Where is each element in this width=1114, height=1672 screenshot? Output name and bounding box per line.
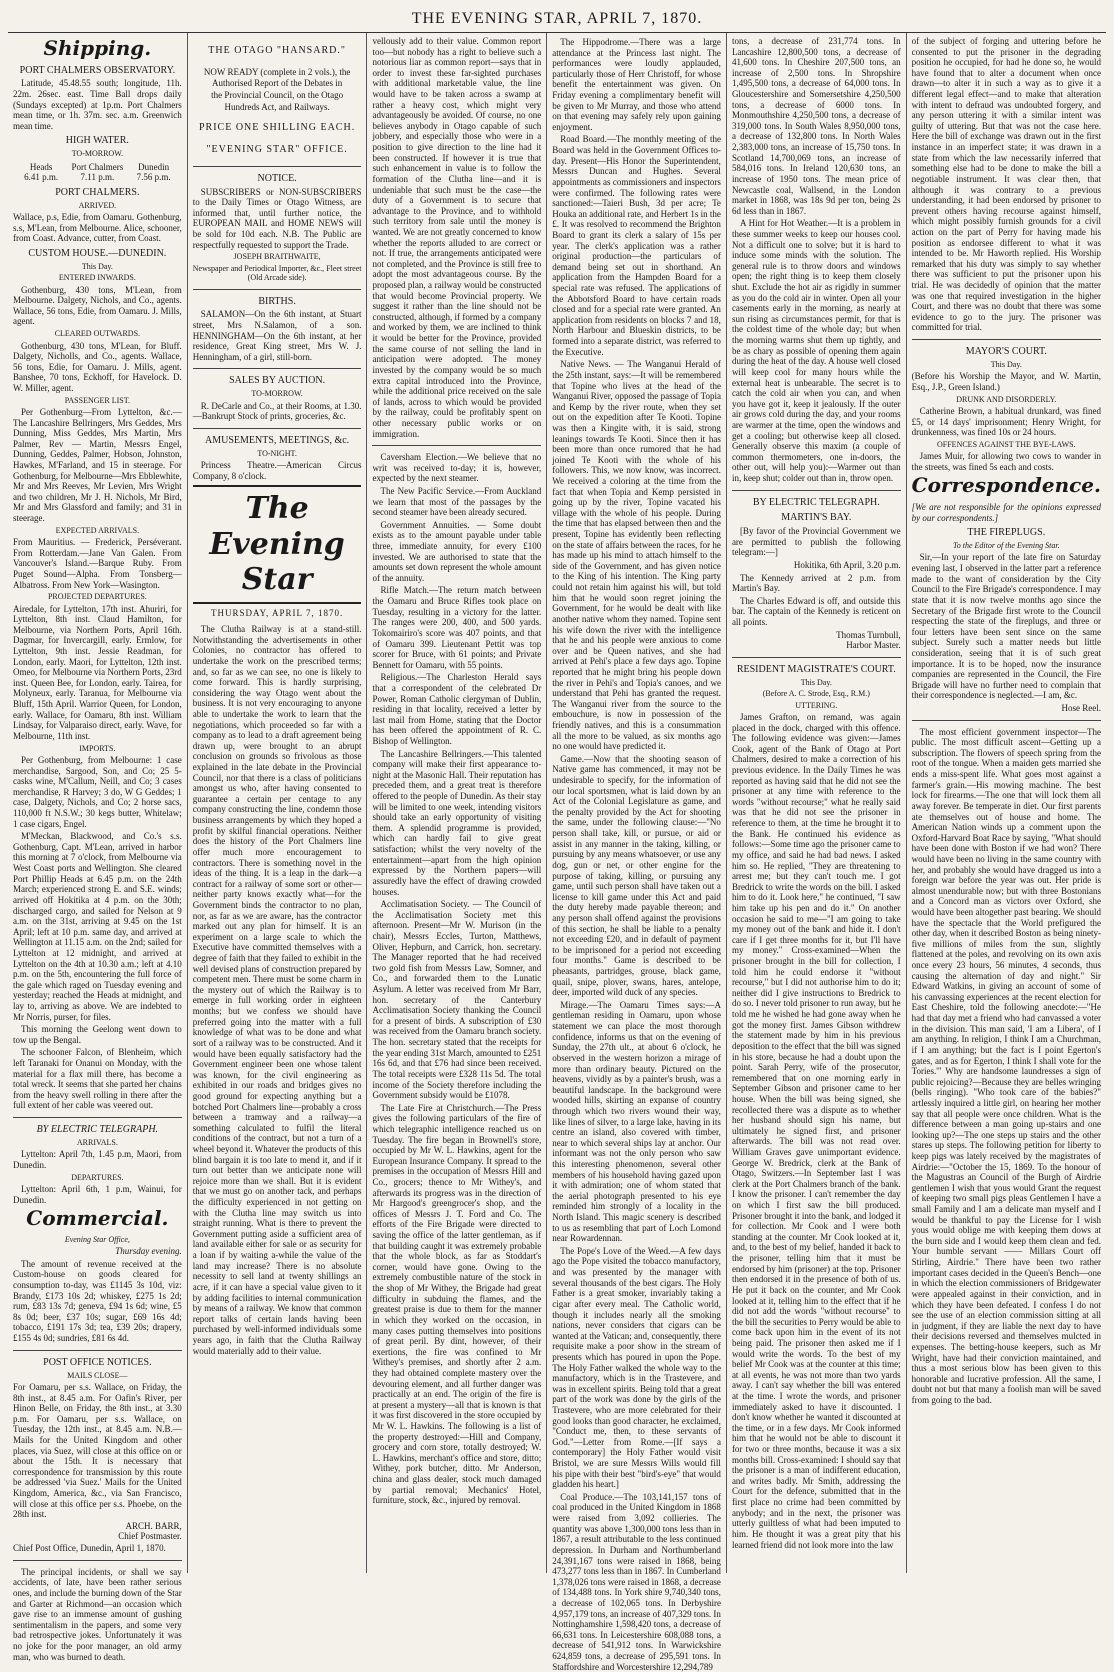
entered-text: Gothenburg, 430 tons, M'Lean, from Melbourne. Dalgety, Nichols, and Co., agents. Wallace, 56 tons, Edie, from Oamaru. J. Mills, agent.	[13, 284, 182, 327]
harbor-master: Harbor Master.	[846, 640, 901, 651]
to-editor: To the Editor of the Evening Star.	[953, 541, 1060, 551]
rm-court-continued: of the subject of forging and uttering before he consented to put the prisoner in the degrading position he occupied, for had he done so, he would have found that to alter a document when once drawn—to alter it in such a way as to give it a different legal effect—and to make that alteration with intent to defraud was undoubted forgery, and any person uttering it with a similar intent was guilty of uttering. But that was not the case here. Here the bill of exchange was drawn out in the first instance in an imperfect state; it was drawn in a state from which the law necessarily inferred that something else had to be done to make the bill a negotiable instrument. It was clear then, that although it was contrary to a previous understanding, it had been endorsed by prisoner to prevent others having recourse against himself, which might possibly furnish grounds for a civil action on the part of Perry for having made his position as endorsee different to what it was intended to be. Mr Haworth replied. His Worship remarked that his duty was simply to say whether there was sufficient to put the prisoner upon his trial. He was decidedly of opinion that the matter was one that required investigation in the higher Court, and there was no doubt that there was some evidence to go to the jury. The prisoner was committed for trial.	[911, 36, 1101, 333]
religious-item: Religious.—The Charleston Herald says that a correspondent of the celebrated Dr Power, Roman Catholic clergyman of Dublin, residing in that locality, received a letter by last mail from Home, stating that the Doctor has been offered the appointment of R. C. Bishop of Wellington.	[372, 672, 542, 746]
column-4	[547, 33, 727, 1672]
e-arrivals-heading: ARRIVALS.	[76, 1137, 118, 1147]
commercial-heading: Commercial.	[26, 1206, 169, 1231]
letter-signature: Hose Reel.	[1061, 703, 1101, 714]
divider	[193, 166, 362, 167]
mayors-court-before: (Before his Worship the Mayor, and W. Martin, Esq., J.P., Green Island.)	[911, 371, 1101, 392]
shipping-heading: Shipping.	[43, 36, 152, 60]
drunk-heading: DRUNK AND DISORDERLY.	[956, 394, 1057, 404]
mirage-item: Mirage.—The Oamaru Times says:—A gentleman residing in Oamaru, upon whose statement we can place the most thorough confidence, informs us that on the evening of Sunday, the 27th ult., at about 6 o'clock, he observed in the western horizon a mirage of more than ordinary beauty. Pictured on the heavens, vividly as by a painter's brush, was a beautiful landscape. In the background were wooded hills, skirting an expanse of country through which two rivers wound their way, like lines of silver, to a large lake, having in its centre an island, also covered with timber, near to which several ships lay at anchor. Our informant was not the only person who saw this interesting phenomenon, several other members of his household having gazed upon it with admiration; one of whom stated that the aerial photograph presented to his eye reminded him strongly of a locality in the North Island. This magic scenery is described to us as resembling that part of Loch Lomond near Rowardennan.	[552, 999, 721, 1244]
postmaster-name: ARCH. BARR,	[125, 1520, 182, 1531]
column-1	[8, 33, 188, 1662]
byelaws-text: James Muir, for allowing two cows to wander in the streets, was fined 5s each and costs.	[911, 451, 1101, 472]
observatory-text: Latitude, 45.48.55 south; longitude, 11h. 22m. 26sec. east. Time Ball drops daily (Sundays excepted) at 1p.m. Port Chalmers mean time, or 1h. 37m. sec. a.m. Greenwich mean time.	[13, 78, 182, 131]
rm-court-before: (Before A. C. Strode, Esq., R.M.)	[762, 689, 870, 699]
births-heading: BIRTHS.	[258, 295, 296, 307]
high-water-tomorrow: TO-MORROW.	[71, 149, 124, 159]
projected-heading: PROJECTED DEPARTURES.	[47, 592, 147, 602]
divider	[732, 490, 901, 491]
divider	[372, 445, 541, 446]
divider	[193, 428, 362, 429]
turnbull-name: Thomas Turnbull,	[836, 629, 901, 640]
issue-date: THURSDAY, APRIL 7, 1870.	[211, 607, 344, 618]
hansard-line-3: the Provincial Council, on the Otago	[211, 90, 344, 101]
caversham-item: Caversham Election.—We believe that no writ was received to-day; it is, however, expected by the next steamer.	[372, 452, 542, 484]
divider	[13, 1350, 182, 1351]
rm-court-day: This Day.	[800, 677, 832, 687]
gothenburg-report: M'Meckan, Blackwood, and Co.'s s.s. Gothenburg, Capt. M'Lean, arrived in harbor this morning at 7 o'clock, from Melbourne via West Coast ports and Wellington. She cleared Port Phillip Heads at 6.45 p.m. on the 24th March; experienced strong E. and S.E. winds; arrived off Hokitika at 4 p.m. on the 30th; discharged cargo, and sailed for Nelson at 9 a.m. on the 31st, arriving at 9.45 on the 1st April; left at 10 p.m. same day, and arrived at Wellington at 11.15 a.m. on the 2nd; sailed for Lyttelton at 12 midnight, and arrived at Lyttelton on the 4th at 10.30 a.m.; left at 4.10 p.m. on the 5th, encountering the full force of the gale which raged on Tuesday evening and yesterday; reached the Heads at midnight, and lay to, arriving as above. We are indebted to Mr Norris, purser, for files.	[13, 831, 182, 1022]
e-departures-text: Lyttelton: April 6th, 1 p.m, Wainui, for Dunedin.	[13, 1183, 182, 1205]
projected-text: Airedale, for Lyttelton, 17th inst. Ahuriri, for Lyttelton, 8th inst. Claud Hamilton, for Melbourne, via Northern Ports, April 16th. Dagmar, for Invercargill, early. Ermlow, for Lyttelton, 9th inst. Jessie Readman, for London, early. Maori, for Lyttelton, 12th inst. Omeo, for Melbourne via Northern Ports, 23rd inst. Queen Bee, for London, early. Tairea, for Molyneux, early. Taranua, for Melbourne via Bluff, 15th April. Warrior Queen, for London, early. Wallace, for Oamaru, 8th inst. William Lindsay, for Valparaiso direct, early. Wave, for Melbourne, 11th inst.	[13, 603, 182, 741]
expected-heading: EXPECTED ARRIVALS.	[55, 525, 140, 535]
coal-item: Coal Produce.—The 103,141,157 tons of coal produced in the United Kingdom in 1868 were raised from 3,092 collieries. The quantity was above 1,300,000 tons less than in 1867, a result attributable to the less continued depression. In Durham and Northumberland 24,391,167 tons were raised in 1868, being 473,277 tons less than in 1867. In Cumberland 1,378,026 tons were raised in 1868, a decrease of 134,488 tons. In York shire 9,740,340 tons, a decrease of 102,065 tons. In Derbyshire 4,957,179 tons, an increase of 407,329 tons. In Nottinghamshire 1,598,420 tons, a decrease of 66,631 tons. In Leicestershire 608,088 tons, a decrease of 541,912 tons. In Warwickshire 624,859 tons, a decrease of 295,591 tons. In Staffordshire and Worcestershire 12,294,789	[552, 1491, 721, 1672]
falcon-report: The schooner Falcon, of Blenheim, which left Taranaki for Onanui on Monday, with the material for a flax mill there, has become a total wreck. It seems that she parted her chains from the heavy swell rolling in there after the full extent of her cable was veered out.	[13, 1047, 182, 1111]
sales-tomorrow: TO-MORROW.	[251, 389, 303, 399]
electric-heading: BY ELECTRIC TELEGRAPH.	[36, 1124, 159, 1136]
arrived-text: Wallace, p.s, Edie, from Oamaru. Gothenburg, s.s, M'Lean, from Melbourne. Alice, schooner, from Coast. Advance, cutter, from Coast.	[13, 212, 182, 244]
rm-court-text: James Grafton, on remand, was again placed in the dock, charged with this offence. The following evidence was given:—James Cook, agent of the Bank of Otago at Port Chalmers, desired to make a correction of his previous evidence. In the Daily Times he was reported as having said that he did not see the prisoner at any time with reference to the words "without recourse;" what he really said was that he did not see the prisoner in reference to them, at the time he brought it to the Bank. He continued his evidence as follows:—Some time ago the prisoner came to my office, and said he had bad news. I asked him so. He replied, "They are threatening to arrest me; but they can't touch me. I got Bredrick to write the words on the bill. I asked him to do it. Look here," he continued, "I saw him take up his pen and do it." On another occasion he said to me—"I am going to take my money out of the bank and hide it. I don't care if I get three months for it, but I'll have my money." Cross-examined—When the prisoner brought in the bill for collection, I told him he could endorse it "without recourse," but I did not authorise him to do it; neither did I give instructions to Bredrick to do so. I never told prisoner to run away, but he told me he wished he had gone away when he got the money first. James Gibson withdrew the statement made by him in his previous deposition to the effect that the bill was signed in his store, because he had a doubt upon the point. Sarah Perry, wife of the prosecutor, remembered that on one morning early in September Gibson and prisoner came to her house. When the bill was being signed, she recollected there was a dispute as to whether her husband should sign his name, but ultimately he signed first, and prisoner afterwards. The bill was not read over. William Graves gave unimportant evidence. George W. Bredrick, clerk at the Bank of Otago, Switzers.—In September last I was clerk at the Port Chalmers branch of the bank. I know the prisoner. I can't remember the day on which I first saw the bill produced. Prisoner brought it into the bank, and lodged it for collection. Mr Cook and I were both standing at the counter. Mr Cook looked at it, and, to the best of my belief, handed it back to the prisoner, telling him that it must be endorsed by him (prisoner) at the top. Prisoner then endorsed it in the presence of both of us. He put it back on the counter, and Mr Cook looked at it, telling him to the effect that if he did not add the words "without recourse" to the bill the securities to Perry would be able to come back upon him in the event of its not being paid. The prisoner then asked me if I would write the words. To the best of my belief Mr Cook was at the counter at this time; at all events, he was not more than two yards away. I can't say whether the bill was entered at the time. I wrote the words, and prisoner immediately asked to have it discounted. I don't know whether he wanted it discounted at the time, or in a few days. Mr Cook informed him that he would not be able to discount it for two or three months, because it was a six months bill. Cross-examined: I should say that the prisoner is a man of indifferent education, and writes badly. Mr Smith, addressing the Court for the defence, submitted that in the first place no crime had been committed by anybody; and in the next, the prisoner was utterly guiltless of what had been imputed to him. He thought it was a great pity that his learned friend did not look more into the law	[731, 712, 901, 1550]
column-3	[367, 33, 547, 1573]
column-6	[907, 33, 1106, 1573]
expected-text: From Mauritius. — Frederick, Perséverant. From Rotterdam.—Jane Van Galen. From Vancouver's Island.—Barque Ruby. From Puget Sound—Alpha. From Tonsberg—Albatross. From New York—Wasington.	[13, 537, 182, 590]
high-water-heading: HIGH WATER.	[65, 135, 129, 147]
hw-port-chalmers: Port Chalmers 7.11 p.m.	[71, 161, 124, 183]
cleared-text: Gothenburg, 430 tons, M'Lean, for Bluff. Dalgety, Nicholls, and Co., agents. Wallace, 56 tons, Edie, for Oamaru. J. Mills, agent. Banshee, 70 tons, Eckhoff, for Havelock. D. W. Miller, agent.	[13, 340, 182, 393]
commercial-text: The amount of revenue received at the Custom-house on goods cleared for consumption to-day, was £1145 3s 10d, viz: Brandy, £173 10s 2d; whiskey, £275 1s 2d; rum, £83 13s 7d; geneva, £94 1s 6d; wine, £5 8s 0d; beer, £37 10s; sugar, £69 16s 4d; tobacco, £191 17s 3d; tea, £39 20s; drapery, £155 4s 0d; sundries, £81 6s 4d.	[13, 1258, 182, 1344]
port-chalmers-heading: PORT CHALMERS.	[55, 186, 140, 198]
hansard-ad	[193, 45, 362, 156]
post-office-heading: POST OFFICE NOTICES.	[43, 1356, 152, 1368]
newspaper-nameplate: The Evening Star	[193, 485, 362, 603]
births-text: SALAMON—On the 6th instant, at Stuart street, Mrs N.Salamon, of a son. HENNINGHAM—On the 6th instant, at her residence, Great King street, Mrs W. J. Henningham, of a girl, still-born.	[192, 309, 362, 362]
masthead: THE EVENING STAR, APRIL 7, 1870.	[8, 6, 1106, 33]
arrived-heading: ARRIVED.	[78, 200, 117, 210]
columns	[8, 33, 1106, 1672]
mayors-court-heading: MAYOR'S COURT.	[965, 346, 1047, 358]
divider	[912, 720, 1101, 721]
annuities-item: Government Annuities. — Some doubt exists as to the amount payable under table three, immediate annuity, for every £100 invested. We are authorised to state that the amounts set down represent the whole amount of the annuity.	[372, 519, 542, 583]
fireplugs-heading: THE FIREPLUGS.	[967, 527, 1046, 539]
postmaster-title: Chief Postmaster.	[118, 1531, 182, 1542]
correspondence-heading: Correspondence.	[911, 473, 1101, 498]
pope-item: The Pope's Love of the Weed.—A few days ago the Pope visited the tobacco manufactory, and was presented by the manager with several thousands of the best cigars. The Holy Father is a great smoker, invariably taking a cigar after every meal. The Catholic world, though it includes nearly all the smoking nations, never considers that cigars can be wanted at the Vatican; and, consequently, there requisite make a poor show in the stream of presents which has poured in upon the Pope. The Holy Father walked the whole way to the manufactory, which is in the Trastevere, and was in excellent spirits. Being told that a great part of the work was done by the girls of the Trastevere, who are more celebrated for their good looks than good character, he exclaimed, "Conduct me, then, to these servants of God."—Letter from Rome.—[If says a contemporary] the Holy Father would visit Bristol, we are sure Messrs Wills would fill his pipe with their best "bird's-eye" that would gladden his heart.]	[552, 1245, 721, 1490]
rm-court-heading: RESIDENT MAGISTRATE'S COURT.	[736, 663, 896, 675]
coal-continued: tons, a decrease of 231,774 tons. In Lancashire 12,800,500 tons, a decrease of 41,600 tons. In Cheshire 207,500 tons, an increase of 2,500 tons. In Shropshire 1,495,500 tons, a decrease of 64,000 tons. In Gloucestershire and Somersetshire 4,250,500 tons, a decrease of 6000 tons. In Monmouthshire 4,250,500 tons, a decrease of 319,000 tons. In South Wales 8,950,000 tons, a decrease of 132,800 tons. In North Wales 2,383,000 tons, an increase of 15,750 tons. In Scotland 14,700,069 tons, an increase of 584,016 tons. In Ireland 120,630 tons, an increase of 1950 tons. The mean price of Newcastle coal, Wallsend, in the London market in 1868, was 18s 9d per ton, being 2s 6d less than in 1867.	[731, 36, 901, 216]
commercial-office: Evening Star Office,	[64, 1234, 130, 1244]
byelaws-heading: OFFENCES AGAINST THE BYE-LAWS.	[937, 439, 1076, 449]
mails-close: MAILS CLOSE—	[67, 1370, 128, 1380]
divider	[193, 289, 362, 290]
passenger-heading: PASSENGER LIST.	[64, 395, 131, 405]
pacific-item: The New Pacific Service.—From Auckland we learn that most of the passages by the second steamer have been already secured.	[372, 485, 542, 518]
imports-heading: IMPORTS.	[79, 743, 116, 753]
customs-heading: CUSTOM HOUSE.—DUNEDIN.	[28, 247, 167, 259]
braithwaite-sub: Newspaper and Periodical Importer, &c., Fleet street (Old Arcade side).	[192, 263, 362, 283]
uttering-heading: UTTERING.	[795, 700, 838, 710]
native-news-item: Native News. — The Wanganui Herald of the 25th instant, says:—It will be remembered that Topine who lives at the head of the Wanganui River, opposed the passage of Topia and Kemp by the river route, when they set out on the expedition after Te Kooti. Topine was then a Kingite with, it is said, strong leanings towards Te Kooti. Since then it has been more than once rumored that he had joined Te Kooti with the whole of his followers. This, we now know, was incorrect. We received a coloring at the time from the fact that when Topia and Kemp persisted in going up by the river, Topine vacated his village with the whole of his people. During the time that has elapsed between then and the present, Topine has evidently been reflecting on the state of affairs between the races, for he has made up his mind to attach himself to the side of the Government, and has given notice to the King of his intention. The King party could not retain him against his will, but told him that he would soon regret joining the Government, for he would be dealt with like another native whom they named. Topine sent his wife down the river with the intelligence that he and his people were anxious to come over and be Queen natives, and she had arrived at Pehi's place a few days ago. Topine reported that he might bring his people down the river in Pehi's and Topia's canoes, and we understand that Pehi has granted the request. The Wanganui river from the source to the embouchure, is now in possession of the friendly natives, and this is a consummation all the more to be valued, as six months ago no one would have predicted it.	[552, 359, 721, 752]
observatory-heading: PORT CHALMERS OBSERVATORY.	[19, 64, 176, 76]
leader-article: The Clutha Railway is at a stand-still. Notwithstanding the advertisements in other Colonies, no contractor has offered to undertake the work on the prescribed terms; and, so far as we can see, no one is likely to come forward. This is hardly surprising, considering the way Otago went about the business. It is not very encouraging to anyone able to undertake the work to learn that the negotiations, which proceeded so far with a company as to lead to a draft agreement being drawn up, were brought to an abrupt conclusion on grounds so frivolous as those explained in the late debate in the Provincial Council, nor that there is a class of politicians amongst us who, after having consented to guarantee a certain per centage to any company constructing the line, condemn those business arrangements by which they hoped a profit by skilful financial operations. Neither does the history of the Port Chalmers line offer much more encouragement to contractors. There is something novel in the ideas of the thing. It is a leap in the dark—a contract for a railway of some sort or other—neither party knows exactly what—for the Government binds the contractor to no plan, nor, as far as we are aware, has the contractor marked out any plan for himself. It is an experiment on a large scale to which the Executive have committed themselves with a degree of faith that they failed to exhibit in the well devised plans of construction prepared by competent men. There must be some charm in the mystery out of which the Railway is to emerge in full working order in eighteen months; but we confess we should have preferred going into the matter with a full knowledge of what was to be done and what sort of a railway was to be constructed. And it would have been equally satisfactory had the Government engineer been one whose talent was known, for the civil engineering as exhibited in our roads and bridges gives no good ground for expecting anything but a botched Port Chalmers line—probably a cross between a tramway and a railway—a something calculated to fulfil the literal conditions of the contract, but not a turn of a wheel beyond it. Whatever the products of this blind bargain it is too late to mend it, and if it turn out better than we anticipate none will rejoice more than we shall. But it is evident that we must go on another tack, and perhaps the difficulty experienced in not getting on with the Clutha line may switch us into straight running. What is there to prevent the Government putting aside a sufficient area of land available either for sale or as security for a loan if by waiting a-while the value of the land may increase? There is no absolute necessity to sell land at twenty shillings an acre, if it can have a special value given to it by adding facilities to internal communication by means of a railway. We know that common report talks of certain lands having been purchased by well-informed individuals some years ago, in faith that the Clutha Railway would materially add to their value.	[192, 624, 362, 1356]
miscellany-text: The most efficient government inspector—The public. The most difficult ascent—Getting up a subscription. The flowers of speech spring from the root of the tongue. When a maiden gets married she ends a miss-spent life. What goes most against a farmer's grain.—His mowing machine. The best lock for firearms.—The one that will lock them all away forever. Be temperate in diet. Our first parents ate themselves out of house and home. The American Nation winds up a comment upon the Oxford-Harvard Boat Race by saying, "What should have been done with Boston if we had won? There would have been no living in the same country with her, and probably she would have dragged us into a foreign war before the year was out. Her pride is almost unendurable now; but with three Bostonians and a Concord man as victors over Oxford, she would have been altogether past bearing. We should have the spectacle that the World prefigured the other day, when it described Boston as being ninety-five millions of miles from the sun, slightly flattened at the poles, and revolving on its own axis once every 23 hours, 56 minutes, 4 seconds, thus causing the alternation of day and night." Sir Edward Watkins, in giving an account of some of his canvassing experiences at the recent election for East Cheshire, told the following anecdote:—"He had that day met a friend who had canvassed a voter in the division. This man said, 'I am a Libera', of I am anything. In religion, I think I am a Churchman, if I am anything; but the fact is I point Egerton's gates, and as for Egerton, I think I shall vote for the Tories.'" Why are handsome laundresses a sign of public rejoicing?—Because they are belles wringing (bells ringing). "Who took care of the babies?" artlessly inquired a little girl, on hearing her mother say that all people were once children. What is the difference between a man going up-stairs and one looking up?—The one steps up stairs and the other stares up steps. The following petition for liberty to keep pigs was lately received by the magistrates of Airdrie:—"October the 15, 1869. To the honour of the Magustras an Council of the Burgh of Airdrie gentlemen I wish that yous would Grant the request of keeping two small pigs pleas Gentlemen I have a small Family and I am a delicate man myself and I would be thankful to pay the License for I wish yous would oblige me with keeping them dows at the burn side and I would keep them clean and fed. Your humble servant —— Millars Court off Stirling, Airdrie." There have been two rather important cases decided in the Queen's Bench—one in which the election commissioners of Bridgewater were appealed against in their conviction, and in which they have been defeated. I confess I do not see the use of an election commission sitting at all in judgment, if they are liable the next day to have their decisions reversed and themselves mulcted in expenses. The betting-house keepers, such as Mr Wright, have had their conviction maintained, and thus a most serious blow has been given to this honorable and lucrative profession. All the same, I doubt not but that many a foolish man will be saved from going to the bad.	[911, 726, 1101, 1406]
fireplugs-letter: Sir,—In your report of the late fire on Saturday evening last, I observed in the latter part a reference made to the want of consideration by the City Council to the Fire Brigade's correspondence. I may state that it is now twelve months ago since the Secretary of the Brigade first wrote to the Council respecting the state of the fireplugs, and three or four letters have been sent since on the same subject. Surely such a matter needs but little consideration, seeing that it is of such great importance. It is to be hoped, now the insurance companies are represented in the Council, the Fire Brigade will have no further need to complain that their correspondence is neglected.—I am, &c.	[911, 552, 1101, 701]
hansard-price: PRICE ONE SHILLING EACH.	[198, 122, 356, 134]
hansard-office: "EVENING STAR" OFFICE.	[206, 144, 348, 156]
hippodrome-item: The Hippodrome.—There was a large attendance at the Princess last night. The performances were loudly applauded, particularly those of Herr Christoff, for whose benefit the entertainment was given. On Friday evening a complimentary benefit will be given to Mr Murray, and those who attend on that evening may safely rely upon gaining enjoyment.	[552, 37, 721, 132]
drunk-text: Catherine Brown, a habitual drunkard, was fined £5, or 14 days' imprisonment; Henry Wright, for drunkenness, was fined 10s or 24 hours.	[911, 405, 1101, 438]
entered-heading: ENTERED INWARDS.	[58, 273, 136, 283]
divider	[193, 368, 362, 369]
leader-continued: vellously add to their value. Common report too—but nobody has a right to believe such a notorious liar as common report—says that in order to invest these far-sighted purchases with additional marketable value, the line would have to be taken across a swamp at rather a heavy cost, which might very advantageously be avoided. Of course, no one believes anybody in Otago capable of such jobbery, and especially those who were in a position to give direction to the line had it been constructed. If however it is true that such enhancement in value is to follow the formation of the Clutha line—and it is undeniable that such must be the case—the duty of a Government is to secure that advantage to the Province, and to withhold such territory from sale until the money is wanted. We are not greatly concerned to know whether the reports alluded to are correct or not. If true, the arrangements anticipated were not completed, and the Province is still free to adopt the most advantageous course. By the proposed plan, a railway would be constructed that would become Provincial property. We suggest it rather than the line should not be constructed, although, if formed by a company and worked by them, we are inclined to think it would be better for the Province, provided the same course of not selling the land in anticipation were adopted. The money invested by the company would be so much extra capital introduced into the Province, while the additional price received on the sale of lands, across to which would be provided by the railway, could be profitably spent on other necessary public works or on immigration.	[372, 36, 542, 439]
divider	[732, 657, 901, 658]
rifle-item: Rifle Match.—The return match between the Oamaru and Bruce Rifles took place on Tuesday, resulting in a victory for the latter. The ranges were 200, 400, and 500 yards. Tokomairiro's score was 407 points, and that of Oamaru 399. Lieutenant Pettit was top scorer for Bruce, with 61 points; and Private Bennett for Oamaru, with 55 points.	[372, 585, 542, 670]
amusements-tonight: TO-NIGHT.	[257, 448, 297, 458]
acclimatisation-item: Acclimatisation Society. — The Council of the Acclimatisation Society met this afternoon. Present—Mr W. Murison (in the chair), Messrs Eccles, Turton, Matthews, Oliver, Hepburn, and Carrick, hon. secretary. The Manager reported that he had received two gold fish from Messrs Law, Somner, and Co., and forwarded them to the Lunatic Asylum. A letter was received from Mr Barr, hon. secretary of the Canterbury Acclimatisation Society thanking the Council for a present of birds. A subscription of £30 was received from the Oamaru branch society. The hon. secretary stated that the receipts for the year ending 31st March, amounted to £251 16s 6d, and that £76 had since been received. The total receipts were £328 11s 5d. The total income of the Society therefore including the Government subsidy would be £1078.	[372, 899, 542, 1101]
hansard-title: THE OTAGO "HANSARD."	[208, 45, 346, 56]
hw-dunedin: Dunedin 7.56 p.m.	[136, 161, 171, 183]
chief-post-office: Chief Post Office, Dunedin, April 1, 1870.	[13, 1543, 166, 1554]
commercial-evening: Thursday evening.	[115, 1246, 182, 1257]
correspondence-note: [We are not responsible for the opinions expressed by our correspondents.]	[911, 502, 1101, 523]
notice-text: SUBSCRIBERS or NON-SUBSCRIBERS to the Daily Times or Otago Witness, are informed that, until further notice, the EUROPEAN MAIL and HOME NEWS will be sold for 10d each. N.B. The Public are respectfully requested to support the Trade.	[192, 186, 362, 250]
incidents-text: The principal incidents, or shall we say accidents, of late, have been rather serious ones, and include the burning down of the Star and Garter at Richmond—an occasion which gave rise to an immense amount of gushing sentimentalism in the papers, and some very bad retrospective jokes. Unfortunately it was no joke for the poor manager, an old army man, who was burned to death.	[13, 1566, 182, 1662]
divider	[13, 1117, 182, 1118]
hansard-line-4: Hundreds Act, and Railways.	[224, 101, 330, 112]
hw-heads: Heads 6.41 p.m.	[24, 161, 59, 183]
divider	[912, 339, 1101, 340]
imports-text: Per Gothenburg, from Melbourne: 1 case merchandise, Sargood, Son, and Co; 25 5-casks wine, M'Callum, Neill, and Co; 3 cases merchandise, R Harvey; 3 do, W G Geddes; 1 case, Dalgety, Nichols, and Co; 2 horse sacs, 110,000 ft N.S.W.; 30 kegs butter, Whitelaw; 1 case cigars, Engel.	[13, 754, 182, 829]
hokitika-line: Hokitika, 6th April, 3.20 p.m.	[793, 560, 901, 571]
kennedy-arrived: The Kennedy arrived at 2 p.m. from Martin's Bay.	[731, 572, 901, 594]
cleared-heading: CLEARED OUTWARDS.	[54, 329, 141, 339]
column-2	[188, 33, 368, 1573]
customs-day: This Day.	[81, 261, 113, 271]
hansard-line-2: Authorised Report of the Debates in	[211, 78, 343, 89]
hansard-line-1: NOW READY (complete in 2 vols.), the	[203, 66, 351, 77]
telegraph-heading: BY ELECTRIC TELEGRAPH.	[752, 496, 880, 508]
sales-heading: SALES BY AUCTION.	[229, 375, 326, 387]
fire-item: The Late Fire at Christchurch.—The Press gives the following particulars of the fire of which telegraphic intelligence reached us on Tuesday. The fire began in Brownell's store, occupied by Mr W. L. Hawkins, agent for the European Insurance Company. It spread to the premises in the occupation of Messrs Hill and Co., grocers; thence to Mr Withey's, and afterwards its progress was in the direction of Mr Hargood's greengrocer's shop, and the offices of Messrs J. T. Ford and Co. The efforts of the Fire Brigade were directed to saving the office of the latter gentleman, as if that building caught it was extremely probable that the whole block, as far as Stoddart's corner, would have gone. Owing to the extremely combustible nature of the stock in the shop of Mr Withey, the Brigade had great difficulty in subduing the flames, and the greatest praise is due to them for the manner in which they worked on the occasion, in many cases putting themselves into positions of great peril. By dint, however, of their exertions, the fire was confined to Mr Withey's premises, and shortly after 2 a.m. they had obtained complete mastery over the devouring element, and all further danger was practically at an end. The origin of the fire is at present a mystery—all that is known is that it was first discovered in the store occupied by Mr W. L. Hawkins. The following is a list of the property destroyed:—Hill and Company, grocery and corn store, totally destroyed; W. L. Hawkins, merchant's office and store, ditto; Withey, pork butcher, ditto. Mr Anderson, china and glass dealer, stock much damaged by partial removal; Mechanics' Hotel, furniture, stock, &c., injured by removal.	[372, 1102, 542, 1506]
tug-report: This morning the Geelong went down to tow up the Bengal.	[13, 1024, 182, 1045]
e-arrivals-text: Lyttelton: April 7th, 1.45 p.m, Maori, from Dunedin.	[13, 1149, 182, 1170]
game-item: Game.—Now that the shooting season of Native game has commenced, it may not be undesirable to specify, for the information of our local sportsmen, what is laid down by an Act of the Colonial Legislature as game, and the penalty provided by the Act for shooting the same, under the following clause:—"No person shall take, kill, or pursue, or aid or assist in any manner in the taking, killing, or pursuing by any means whatsoever, or use any dog, gun or net, or other engine for the purpose of taking, killing, or pursuing any game, until such person shall have taken out a license to kill game under this Act and paid the duty hereby made payable thereon; and any person shall offend against the provisions of this section, he shall be liable to a penalty not exceeding £20, and in default of payment to be imprisoned for a period not exceeding four months." Game is described to be pheasants, partridges, grouse, black game, quail, snipe, plover, swans, hares, antelope, deer, imported wild duck of any species.	[552, 753, 721, 998]
amusements-heading: AMUSEMENTS, MEETINGS, &c.	[205, 434, 350, 446]
martins-bay-note: [By favor of the Provincial Government we are permitted to publish the following telegram:—]	[731, 526, 901, 558]
sales-text: R. DeCarle and Co., at their Rooms, at 1.30.—Bankrupt Stock of prints, groceries, &c.	[192, 400, 362, 422]
high-water-table	[13, 162, 182, 183]
e-departures-heading: DEPARTURES.	[71, 1172, 124, 1182]
road-board-item: Road Board.—The monthly meeting of the Board was held in the Government Offices to-day. Present—His Honor the Superintendent, Messrs Duncan and Hughes. Several appointments as commissioners and inspectors were confirmed. The following rates were sanctioned:—Taieri Bush, 3d per acre; Te Houka an additional rate, and Herbert 1s in the £. It was resolved to recommend the Brighton Board to grant its clerk a salary of 15s per year. The clerk's application was a rather original production—the particulars of demand being set out in shorthand. An application from the Hampden Board for a special rate was refused. The applications of the Abbotsford Board to have certain roads closed and for a special rate were granted. An application from residents on blocks 7 and 18, North Harbour and Blueskin districts, to be formed into a separate district, was referred to the Executive.	[552, 134, 721, 357]
divider	[13, 1560, 182, 1561]
bellringers-item: The Lancashire Bellringers.—This talented company will make their first appearance to-night at the Masonic Hall. Their reputation has preceded them, and a great treat is therefore offered to the people of Dunedin. As their stay will be limited to one week, intending visitors should take an early opportunity of visiting them. A splendid programme is provided, which can hardly fail to give great satisfaction; whilst the very novelty of the entertainment—apart from the high opinion expressed by the Northern papers—will assuredly have the effect of drawing crowded houses.	[372, 748, 542, 897]
notice-heading: NOTICE.	[257, 172, 297, 184]
hot-weather-item: A Hint for Hot Weather.—It is a problem in these summer weeks to keep our houses cool. Not a difficult one to solve; but it is hard to induce some minds with the solution. The general rule is to throw doors and windows open; the right thing is to keep them closely shut. Exclude the hot air as rigidly in summer as you do the cold air in winter. Open all your casements early in the morning, as nearly at sun rising as circumstances permit, for that is the coldest time of the whole day; but when the morning warms shut them up tightly, and be as chary as possible of opening them again during the heat of the day. A house well closed will keep cool for many hours while the external heat is unbearable. The secret is to catch the cold air when you can, and when you have got it, keep it jealously. If the outer air grows cold during the day, and your rooms are warmer at the time, open the windows and get a cooling; but otherwise keep all closed. Generally observe this maxim (a couple of common thermometers, one in-doors, the other out, will help you):—Warmer out than in, keep shut; colder out than in, throw open.	[731, 218, 901, 483]
passenger-text: Per Gothenburg—From Lyttelton, &c.—The Lancashire Bellringers, Mrs Geddes, Mrs Dunning, Miss Geddes, Mrs Martin, Mrs Palmer, Rev — Martin, Messrs Engel, Dunning, Geddes, Palmer, Hobson, Johnston, Hawkes, M'Farland, and 15 in steerage. For Gothenburg, for Melbourne—Mrs Ebblewhite, Mr and Mrs Reeves, Mr Levien, Mrs Wright and two children, Mr J. H. Nichols, Mr Bird, Mr and Mrs Glassford and family; and 31 in steerage.	[13, 406, 182, 524]
kennedy-reticent: The Charles Edward is off, and outside this bar. The captain of the Kennedy is reticent on all points.	[731, 595, 901, 628]
amusements-text: Princess Theatre.—American Circus Company, 8 o'clock.	[192, 460, 362, 481]
mayors-court-day: This Day.	[990, 359, 1022, 369]
martins-bay-heading: MARTIN'S BAY.	[781, 512, 852, 524]
post-office-text: For Oamaru, per s.s. Wallace, on Friday, the 8th inst., at 8.45 a.m. For Oafin's River, per Hinon Belle, on Friday, the 8th inst., at 3.30 p.m. For Oamaru, per s.s. Wallace, on Tuesday, the 12th inst., at 8.45 a.m. N.B.—Mails for the United Kingdom and other places, via Suez, will close at this office on or about the 15th. It is necessary that correspondence for transmission by this route be addressed 'via Suez.' Mails for the United Kingdom, America, &c., via San Francisco, will close at this office per s.s. Phoebe, on the 28th inst.	[13, 1381, 182, 1520]
braithwaite-name: JOSEPH BRAITHWAITE,	[233, 252, 321, 262]
column-5	[727, 33, 907, 1573]
